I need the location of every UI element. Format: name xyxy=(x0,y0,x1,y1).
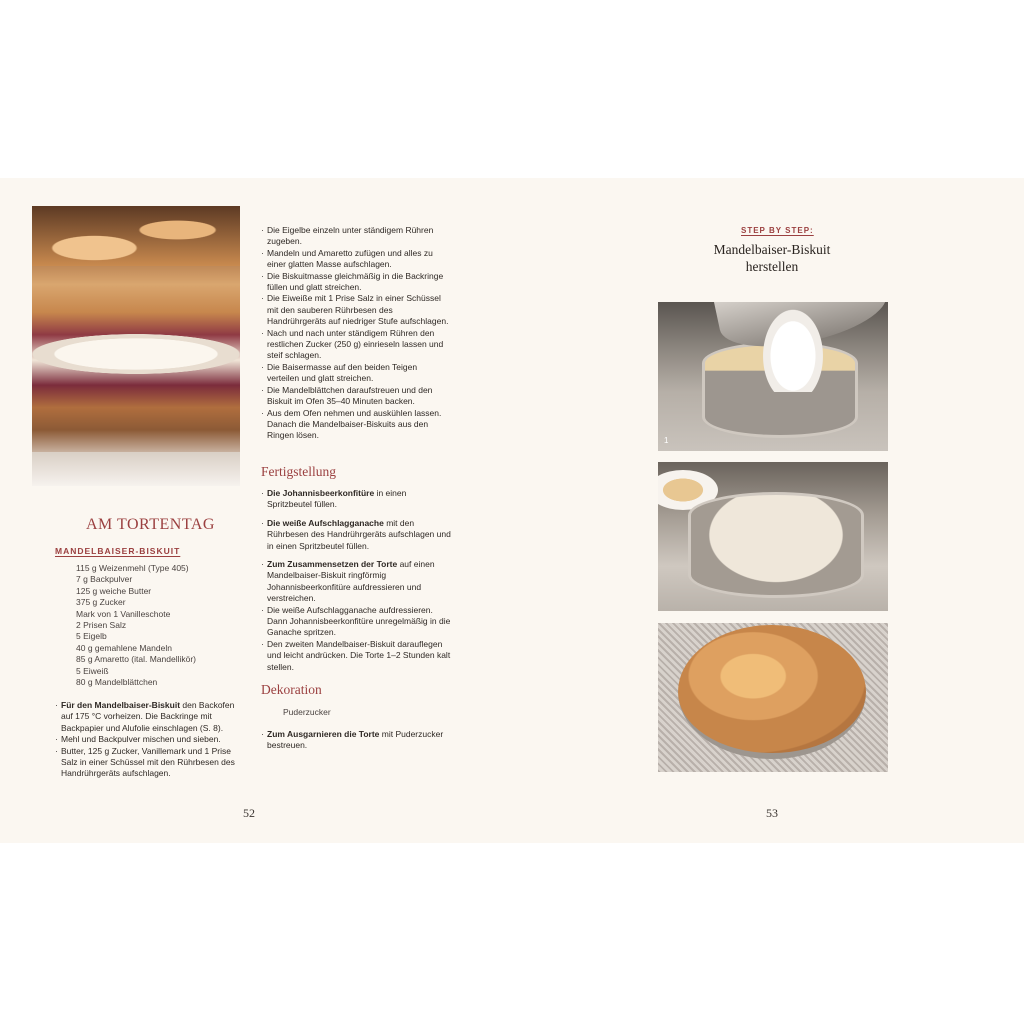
instruction-step: · Die Johannisbeerkonfitüre in einen Spritzbeutel füllen. xyxy=(261,488,451,511)
ingredient-item: 7 g Backpulver xyxy=(76,574,133,585)
cake-slice-photo xyxy=(32,206,240,486)
ingredient-item: 5 Eiweiß xyxy=(76,665,109,676)
instruction-step: · Die Biskuitmasse gleichmäßig in die Backringe füllen und glatt streichen. xyxy=(261,271,449,294)
instruction-list xyxy=(55,700,243,780)
instruction-step: · Den zweiten Mandelbaiser-Biskuit darauflegen und leicht andrücken. Die Torte 1–2 Stunden kalt stellen. xyxy=(261,639,451,673)
ingredient-item: 2 Prisen Salz xyxy=(76,620,127,631)
ingredient-item: 115 g Weizenmehl (Type 405) xyxy=(76,563,189,573)
ingredient-item: 40 g gemahlene Mandeln xyxy=(76,642,172,653)
instruction-step: · Die weiße Aufschlagganache mit den Rührbesen des Handrührgeräts aufschlagen und in einen Spritzbeutel füllen. xyxy=(261,518,451,552)
right-page xyxy=(512,178,1024,843)
step-photo-3 xyxy=(658,623,888,772)
ingredient-item: 80 g Mandelblättchen xyxy=(76,677,158,688)
ingredient-item: 125 g weiche Butter xyxy=(76,585,152,596)
instruction-step: · Mandeln und Amaretto zufügen und alles zu einer glatten Masse aufschlagen. xyxy=(261,248,449,271)
left-page xyxy=(0,178,512,843)
ingredient-item: Mark von 1 Vanilleschote xyxy=(76,608,171,619)
instruction-step: · Für den Mandelbaiser-Biskuit den Backofen auf 175 °C vorheizen. Die Backringe mit Backpapier und Alufolie einschlagen (S. 8). xyxy=(55,700,243,734)
ingredient-item: 5 Eigelb xyxy=(76,631,107,642)
dekoration-ingredient: Puderzucker xyxy=(283,707,331,717)
ingredient-item: 85 g Amaretto (ital. Mandellikör) xyxy=(76,654,196,665)
instruction-step: · Mehl und Backpulver mischen und sieben. xyxy=(55,734,243,745)
instruction-step: · Die Eiweiße mit 1 Prise Salz in einer Schüssel mit den sauberen Rührbesen des Handrührgeräts auf niedriger Stufe aufschlagen. xyxy=(261,293,449,327)
instruction-step: · Zum Zusammensetzen der Torte auf einen Mandelbaiser-Biskuit ringförmig Johannisbeerkonfitüre aufdressieren und verstreichen. xyxy=(261,559,451,605)
instruction-step: · Nach und nach unter ständigem Rühren den restlichen Zucker (250 g) einrieseln lassen und steif schlagen. xyxy=(261,328,449,362)
book-spread xyxy=(0,178,1024,843)
instruction-step: · Die weiße Aufschlagganache aufdressieren. Dann Johannisbeerkonfitüre unregelmäßig in die Ganache spritzen. xyxy=(261,605,451,639)
step-photo-1 xyxy=(658,302,888,451)
instruction-step: · Aus dem Ofen nehmen und auskühlen lassen. Danach die Mandelbaiser-Biskuits aus den Ringen lösen. xyxy=(261,408,449,442)
dekoration-heading: Dekoration xyxy=(261,682,322,697)
instruction-step: · Zum Ausgarnieren die Torte mit Puderzucker bestreuen. xyxy=(261,729,451,752)
fertigstellung-list xyxy=(261,488,451,680)
step-photo-2 xyxy=(658,462,888,611)
step-by-step-title: Mandelbaiser-Biskuit herstellen xyxy=(713,242,831,274)
page-number: 52 xyxy=(243,806,255,820)
instruction-step: · Die Mandelblättchen daraufstreuen und den Biskuit im Ofen 35–40 Minuten backen. xyxy=(261,385,449,408)
instruction-step: · Die Eigelbe einzeln unter ständigem Rühren zugeben. xyxy=(261,225,449,248)
page-number: 53 xyxy=(766,806,778,820)
fertigstellung-heading: Fertigstellung xyxy=(261,464,336,479)
dekoration-list xyxy=(261,729,451,752)
ingredient-list xyxy=(76,563,196,688)
recipe-subtitle: MANDELBAISER-BISKUIT xyxy=(55,546,181,556)
photo-number: 1 xyxy=(664,436,669,445)
ingredient-item: 375 g Zucker xyxy=(76,597,126,608)
instruction-list-continued xyxy=(261,225,449,442)
section-title: AM TORTENTAG xyxy=(86,516,215,533)
step-by-step-label: STEP BY STEP: xyxy=(741,226,814,235)
instruction-step: · Die Baisermasse auf den beiden Teigen verteilen und glatt streichen. xyxy=(261,362,449,385)
instruction-step: · Butter, 125 g Zucker, Vanillemark und 1 Prise Salz in einer Schüssel mit den Rührbesen des Handrührgeräts aufschlagen. xyxy=(55,746,243,780)
